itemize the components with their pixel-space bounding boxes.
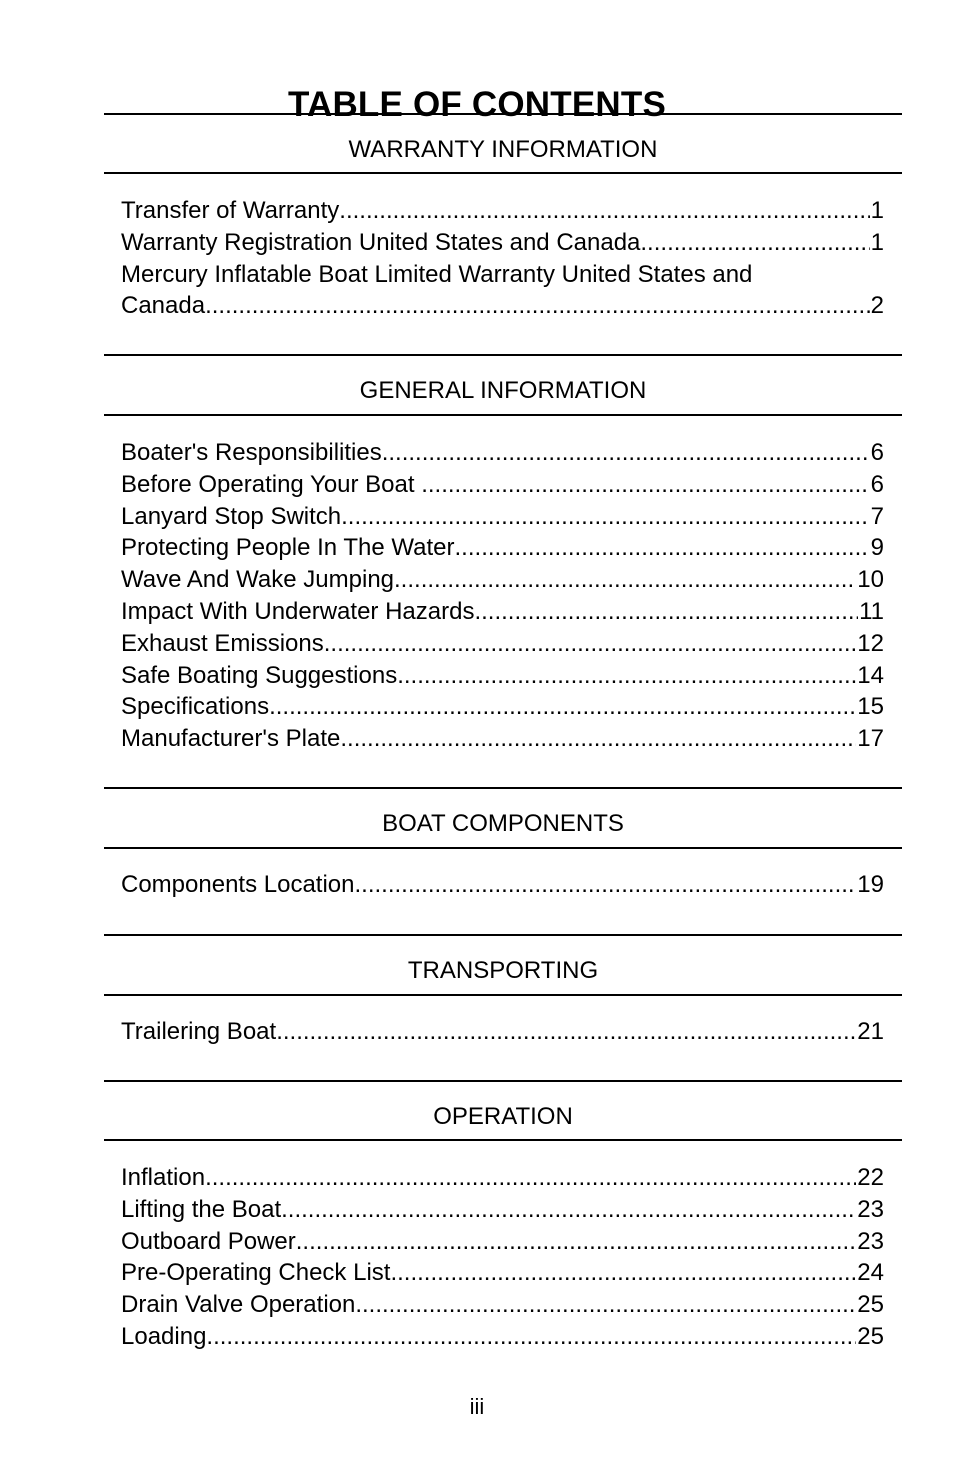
entry-title: Specifications <box>121 693 270 721</box>
entry-title: Outboard Power <box>121 1227 296 1255</box>
section-divider <box>104 414 902 416</box>
toc-entry[interactable] <box>121 290 884 322</box>
entry-title: Mercury Inflatable Boat Limited Warranty United States and <box>121 260 753 288</box>
dot-leader <box>355 1289 856 1321</box>
toc-entry-line[interactable] <box>121 259 884 291</box>
entry-page: 1 <box>870 197 884 224</box>
section-divider <box>104 847 902 849</box>
dot-leader <box>296 1226 857 1258</box>
dot-leader <box>281 1194 856 1226</box>
entry-title: Lifting the Boat <box>121 1195 282 1223</box>
entry-title: Drain Valve Operation <box>121 1291 356 1319</box>
entry-page: 11 <box>859 597 884 625</box>
toc-entry[interactable] <box>121 1162 884 1194</box>
dot-leader <box>206 1321 856 1353</box>
dot-leader <box>339 195 869 227</box>
entry-title: Before Operating Your Boat <box>121 470 422 498</box>
toc-list-operation <box>121 1162 884 1353</box>
entry-page: 7 <box>870 502 884 530</box>
entry-title: Pre-Operating Check List <box>121 1259 391 1287</box>
dot-leader <box>205 290 870 322</box>
entry-page: 15 <box>857 693 884 721</box>
page-number: iii <box>469 1394 485 1419</box>
entry-title: Warranty Registration United States and Canada <box>121 228 641 256</box>
toc-list-transporting <box>121 1016 884 1048</box>
section-heading-warranty: WARRANTY INFORMATION <box>348 136 658 163</box>
section-heading-operation: OPERATION <box>433 1103 573 1130</box>
entry-page: 12 <box>857 629 884 657</box>
entry-title: Trailering Boat <box>121 1018 277 1045</box>
entry-title: Exhaust Emissions <box>121 629 324 657</box>
entry-title: Canada <box>121 292 206 320</box>
entry-page: 14 <box>857 661 884 689</box>
entry-page: 25 <box>857 1322 884 1350</box>
dot-leader <box>640 227 869 259</box>
entry-title: Transfer of Warranty <box>121 197 340 224</box>
entry-title: Manufacturer's Plate <box>121 725 341 753</box>
entry-page: 10 <box>857 566 884 594</box>
toc-entry[interactable] <box>121 195 884 227</box>
toc-entry[interactable] <box>121 532 884 564</box>
toc-entry[interactable] <box>121 1321 884 1353</box>
section-divider <box>104 1080 902 1082</box>
toc-entry[interactable] <box>121 1016 884 1048</box>
toc-entry[interactable] <box>121 1289 884 1321</box>
toc-entry[interactable] <box>121 564 884 596</box>
entry-page: 17 <box>857 725 884 753</box>
entry-page: 9 <box>870 534 884 562</box>
toc-entry[interactable] <box>121 628 884 660</box>
toc-entry[interactable] <box>121 1257 884 1289</box>
dot-leader <box>269 691 856 723</box>
entry-page: 25 <box>857 1291 884 1319</box>
entry-title: Protecting People In The Water <box>121 534 455 562</box>
entry-page: 24 <box>857 1259 884 1287</box>
dot-leader <box>390 1257 856 1289</box>
entry-page: 22 <box>857 1164 884 1191</box>
entry-title: Safe Boating Suggestions <box>121 661 398 689</box>
section-divider <box>104 787 902 789</box>
toc-entry[interactable] <box>121 437 884 469</box>
dot-leader <box>421 469 869 501</box>
dot-leader <box>354 869 856 901</box>
entry-page: 23 <box>857 1227 884 1255</box>
toc-entry[interactable] <box>121 691 884 723</box>
dot-leader <box>324 628 857 660</box>
toc-entry[interactable] <box>121 869 884 901</box>
section-divider <box>104 1139 902 1141</box>
entry-page: 21 <box>857 1018 884 1045</box>
section-heading-components: BOAT COMPONENTS <box>382 810 624 837</box>
section-divider <box>104 994 902 996</box>
dot-leader <box>455 532 870 564</box>
toc-entry[interactable] <box>121 723 884 755</box>
page-title: TABLE OF CONTENTS <box>287 85 666 125</box>
entry-title: Components Location <box>121 871 355 898</box>
toc-entry[interactable] <box>121 1226 884 1258</box>
section-heading-transporting: TRANSPORTING <box>407 957 599 984</box>
section-divider <box>104 934 902 936</box>
entry-page: 23 <box>857 1195 884 1223</box>
dot-leader <box>276 1016 856 1048</box>
toc-entry[interactable] <box>121 596 884 628</box>
toc-list-warranty <box>121 195 884 322</box>
toc-list-components <box>121 869 884 901</box>
toc-list-general <box>121 437 884 755</box>
entry-title: Lanyard Stop Switch <box>121 502 342 530</box>
section-heading-general: GENERAL INFORMATION <box>359 377 647 404</box>
entry-page: 19 <box>857 871 884 898</box>
entry-page: 6 <box>870 439 884 466</box>
entry-page: 2 <box>870 292 884 320</box>
dot-leader <box>205 1162 856 1194</box>
entry-title: Wave And Wake Jumping <box>121 566 395 594</box>
toc-entry[interactable] <box>121 660 884 692</box>
toc-entry[interactable] <box>121 469 884 501</box>
entry-page: 6 <box>870 470 884 498</box>
dot-leader <box>397 660 856 692</box>
toc-entry[interactable] <box>121 1194 884 1226</box>
toc-entry[interactable] <box>121 501 884 533</box>
dot-leader <box>340 723 856 755</box>
dot-leader <box>382 437 870 469</box>
section-divider <box>104 354 902 356</box>
entry-page: 1 <box>870 228 884 256</box>
dot-leader <box>341 501 870 533</box>
entry-title: Inflation <box>121 1164 206 1191</box>
dot-leader <box>394 564 856 596</box>
toc-entry[interactable] <box>121 227 884 259</box>
entry-title: Loading <box>121 1322 207 1350</box>
entry-title: Boater's Responsibilities <box>121 439 382 466</box>
section-divider <box>104 113 902 115</box>
section-divider <box>104 172 902 174</box>
dot-leader <box>474 596 858 628</box>
entry-title: Impact With Underwater Hazards <box>121 597 475 625</box>
